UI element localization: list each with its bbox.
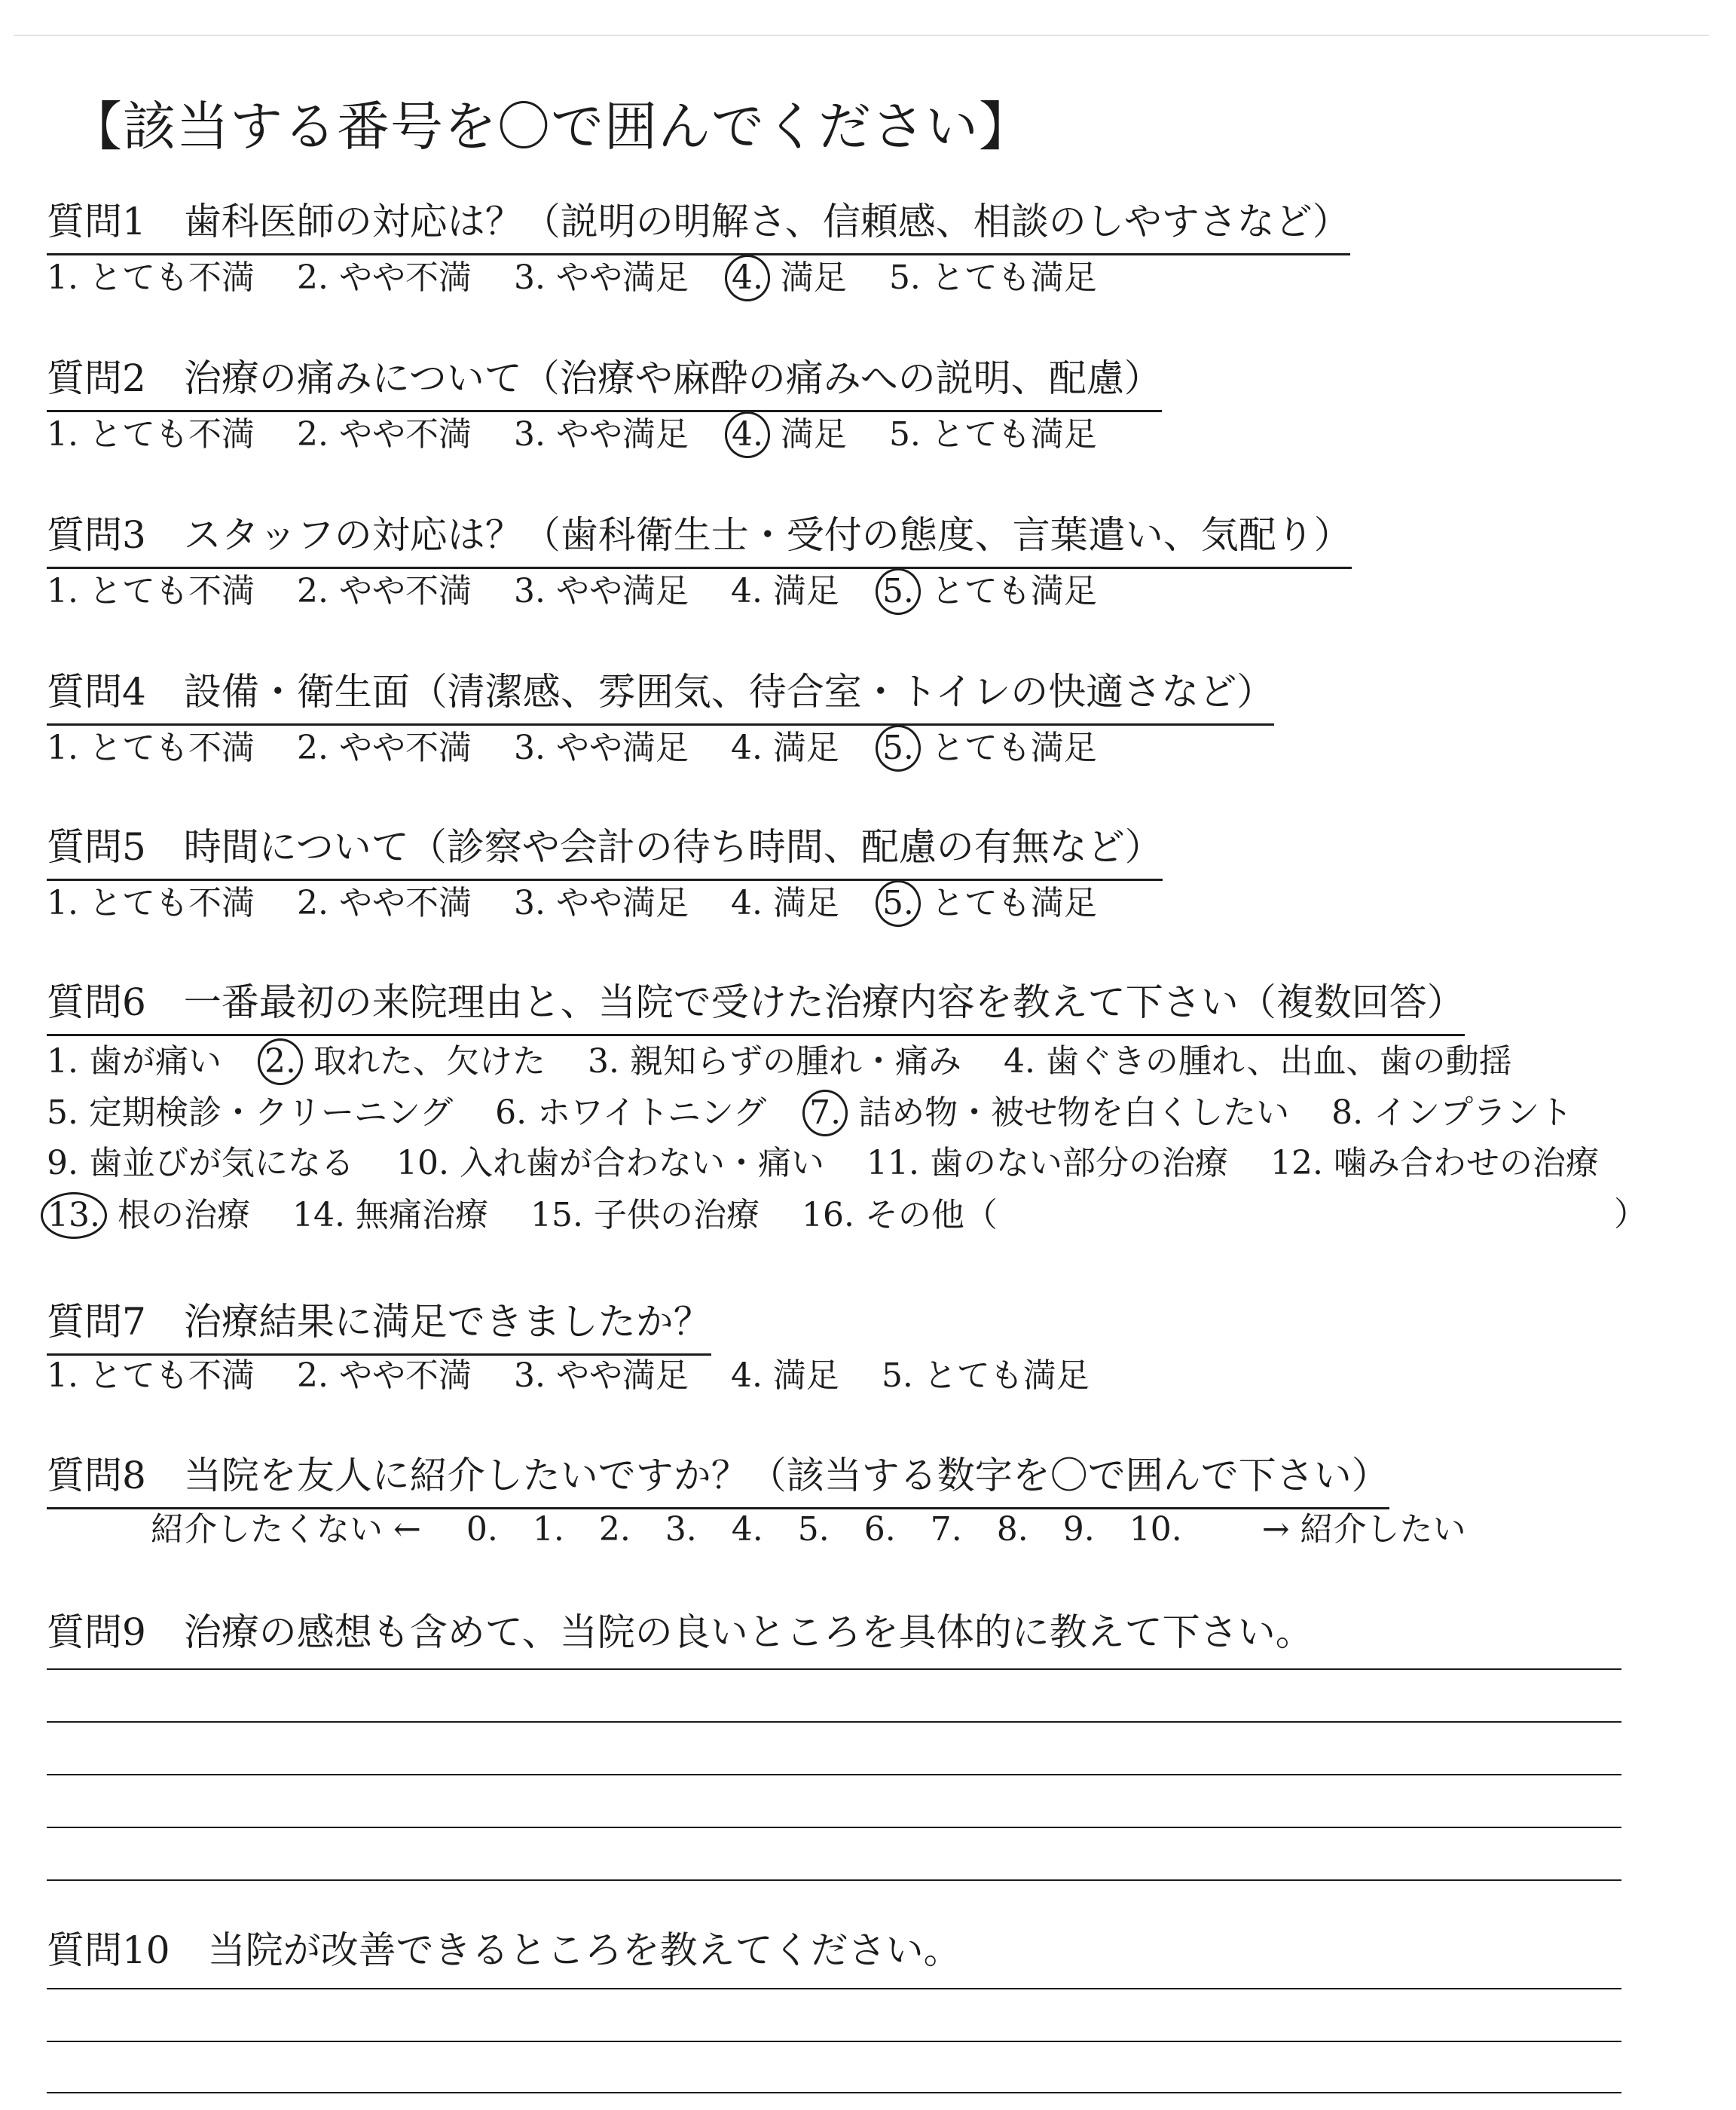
nps-value-3[interactable]: 3. [665, 1510, 697, 1549]
q5-option-3-number: 3. [513, 884, 546, 922]
q1-option-2-number: 2. [296, 258, 329, 297]
q3-option-4-text: 満足 [772, 572, 839, 610]
q7-option-2-number: 2. [296, 1356, 329, 1395]
question-4-label: 質問4 設備・衛生面（清潔感、雰囲気、待合室・トイレの快適さなど） [47, 665, 1274, 726]
nps-value-0[interactable]: 0. [466, 1510, 498, 1549]
q5-option-4-text: 満足 [772, 884, 839, 922]
q3-option-5-text: とても満足 [931, 572, 1097, 610]
q6-option-13-number: 13. [41, 1192, 107, 1239]
q6-option-1[interactable] [47, 1039, 222, 1084]
q1-option-1-number: 1. [47, 258, 78, 297]
question-7-options [47, 1353, 1132, 1399]
q5-option-1-text: とても不満 [88, 884, 255, 922]
q7-option-3[interactable] [514, 1353, 689, 1399]
q6-option-15[interactable] [530, 1193, 760, 1238]
q7-option-5-text: とても満足 [923, 1356, 1090, 1395]
q7-option-4-text: 満足 [772, 1356, 839, 1395]
q7-option-3-text: やや満足 [555, 1356, 689, 1395]
question-4-options [47, 725, 1139, 772]
q2-option-4-number: 4. [725, 411, 770, 458]
q4-option-1[interactable] [47, 726, 255, 771]
q6-option-6[interactable] [495, 1090, 766, 1136]
nps-value-6[interactable]: 6. [863, 1510, 896, 1549]
page-top-border [14, 35, 1709, 36]
nps-value-2[interactable]: 2. [598, 1510, 631, 1549]
q5-option-1-number: 1. [47, 884, 78, 922]
q4-option-2[interactable] [297, 726, 472, 771]
q1-option-4[interactable] [731, 255, 847, 301]
q5-option-2[interactable] [297, 881, 472, 926]
q2-option-3-text: やや満足 [555, 415, 689, 454]
question-8-label: 質問8 当院を友人に紹介したいですか？（該当する数字を〇で囲んで下さい） [47, 1448, 1389, 1509]
q6-option-10[interactable] [396, 1141, 824, 1186]
q1-option-4-number: 4. [725, 255, 770, 301]
q2-option-5-text: とても満足 [931, 415, 1097, 454]
question-3-options [47, 568, 1139, 615]
nps-value-8[interactable]: 8. [996, 1510, 1028, 1549]
q6-option-12-text: 噛み合わせの治療 [1333, 1144, 1599, 1182]
q6-option-11-text: 歯のない部分の治療 [929, 1144, 1228, 1182]
q6-option-6-number: 6. [495, 1093, 527, 1132]
question-3-label: 質問3 スタッフの対応は？（歯科衛生士・受付の態度、言葉遣い、気配り） [47, 508, 1352, 569]
nps-value-1[interactable]: 1. [532, 1510, 564, 1549]
q6-option-5[interactable] [47, 1090, 453, 1136]
question-10-label: 質問10 当院が改善できるところを教えてください。 [47, 1928, 961, 1972]
q3-option-1-text: とても不満 [88, 572, 255, 610]
q6-option-16[interactable] [802, 1193, 998, 1238]
q1-option-5[interactable] [889, 255, 1097, 301]
q6-option-7-text: 詰め物・被せ物を白くしたい [858, 1093, 1290, 1132]
nps-value-7[interactable]: 7. [930, 1510, 962, 1549]
q7-option-4-number: 4. [730, 1356, 763, 1395]
q3-option-1[interactable] [47, 569, 255, 614]
q2-option-1-number: 1. [47, 415, 78, 454]
q6-option-8[interactable] [1331, 1090, 1572, 1136]
q7-option-5[interactable] [882, 1353, 1090, 1399]
question-8-scale [151, 1507, 1501, 1552]
question-10-write-line-2[interactable] [47, 2041, 1621, 2042]
q1-option-4-text: 満足 [780, 258, 847, 297]
q1-option-3-number: 3. [513, 258, 546, 297]
question-2-label: 質問2 治療の痛みについて（治療や麻酔の痛みへの説明、配慮） [47, 351, 1162, 412]
q4-option-5-text: とても満足 [931, 729, 1097, 767]
q3-option-2-text: やや不満 [338, 572, 472, 610]
nps-value-9[interactable]: 9. [1062, 1510, 1095, 1549]
q4-option-4[interactable] [731, 726, 839, 771]
q2-option-2[interactable] [297, 412, 472, 457]
q6-option-7-number: 7. [802, 1090, 848, 1136]
q6-option-13[interactable] [47, 1192, 250, 1239]
q4-option-3-number: 3. [513, 729, 546, 767]
question-6-label: 質問6 一番最初の来院理由と、当院で受けた治療内容を教えて下さい（複数回答） [47, 975, 1465, 1036]
q5-option-2-number: 2. [296, 884, 329, 922]
question-1-options [47, 255, 1139, 301]
q5-option-5[interactable] [882, 880, 1097, 927]
q5-option-5-number: 5. [876, 880, 921, 927]
q5-option-4-number: 4. [730, 884, 763, 922]
question-6-row-4 [47, 1192, 1040, 1239]
q4-option-1-text: とても不満 [88, 729, 255, 767]
q6-option-5-text: 定期検診・クリーニング [88, 1093, 454, 1132]
question-9-write-line-3[interactable] [47, 1774, 1621, 1775]
q6-option-4-text: 歯ぐきの腫れ、出血、歯の動揺 [1045, 1042, 1512, 1081]
q7-option-1[interactable] [47, 1353, 255, 1399]
q6-option-1-text: 歯が痛い [88, 1042, 222, 1081]
q1-option-3-text: やや満足 [555, 258, 689, 297]
question-9-write-line-4[interactable] [47, 1827, 1621, 1828]
q3-option-2-number: 2. [296, 572, 329, 610]
q7-option-2-text: やや不満 [338, 1356, 472, 1395]
q4-option-1-number: 1. [47, 729, 78, 767]
q3-option-5[interactable] [882, 568, 1097, 615]
q6-option-2-number: 2. [258, 1038, 303, 1085]
q6-option-16-number: 16. [801, 1196, 854, 1234]
question-8-right-label: → 紹介したい [1261, 1510, 1466, 1549]
q5-option-4[interactable] [731, 881, 839, 926]
q3-option-2[interactable] [297, 569, 472, 614]
q4-option-4-number: 4. [730, 729, 763, 767]
question-1-label: 質問1 歯科医師の対応は？（説明の明解さ、信頼感、相談のしやすさなど） [47, 194, 1350, 255]
page-title: 【該当する番号を〇で囲んでください】 [69, 96, 1032, 157]
q2-option-1[interactable] [47, 412, 255, 457]
q7-option-5-number: 5. [881, 1356, 913, 1395]
q3-option-3[interactable] [514, 569, 689, 614]
q6-option-10-text: 入れ歯が合わない・痛い [459, 1144, 824, 1182]
question-7-label: 質問7 治療結果に満足できましたか？ [47, 1295, 711, 1356]
question-9-write-line-1[interactable] [47, 1668, 1621, 1670]
q4-option-3-text: やや満足 [555, 729, 689, 767]
q3-option-4-number: 4. [730, 572, 763, 610]
q3-option-3-number: 3. [513, 572, 546, 610]
q4-option-4-text: 満足 [772, 729, 839, 767]
q7-option-3-number: 3. [513, 1356, 546, 1395]
q3-option-4[interactable] [731, 569, 839, 614]
q1-option-5-text: とても満足 [931, 258, 1097, 297]
q4-option-5[interactable] [882, 725, 1097, 772]
q2-option-5[interactable] [889, 412, 1097, 457]
q6-option-10-number: 10. [396, 1144, 449, 1182]
q6-option-9-number: 9. [47, 1144, 78, 1182]
q2-option-3[interactable] [514, 412, 689, 457]
q6-option-15-text: 子供の治療 [593, 1196, 760, 1234]
q6-option-12-number: 12. [1270, 1144, 1323, 1182]
question-9-write-line-2[interactable] [47, 1721, 1621, 1723]
q6-option-14[interactable] [292, 1193, 488, 1238]
q2-option-1-text: とても不満 [88, 415, 255, 454]
q2-option-2-text: やや不満 [338, 415, 472, 454]
q6-option-14-number: 14. [292, 1196, 345, 1234]
q3-option-3-text: やや満足 [555, 572, 689, 610]
q6-option-14-text: 無痛治療 [355, 1196, 488, 1234]
q1-option-3[interactable] [514, 255, 689, 301]
q6-option-9[interactable] [47, 1141, 354, 1186]
q2-option-4-text: 満足 [780, 415, 847, 454]
nps-value-10[interactable]: 10. [1129, 1510, 1182, 1549]
q6-option-4[interactable] [1004, 1039, 1512, 1084]
q1-option-2[interactable] [297, 255, 472, 301]
q6-option-5-number: 5. [47, 1093, 78, 1132]
q7-option-4[interactable] [731, 1353, 839, 1399]
q5-option-5-text: とても満足 [931, 884, 1097, 922]
q5-option-3[interactable] [514, 881, 689, 926]
q3-option-1-number: 1. [47, 572, 78, 610]
q6-option-4-number: 4. [1003, 1042, 1035, 1081]
q7-option-2[interactable] [297, 1353, 472, 1399]
q6-option-3-number: 3. [587, 1042, 619, 1081]
question-9-write-line-5[interactable] [47, 1879, 1621, 1881]
q1-option-2-text: やや不満 [338, 258, 472, 297]
question-10-write-line-3[interactable] [47, 2092, 1621, 2093]
q5-option-3-text: やや満足 [555, 884, 689, 922]
q7-option-1-number: 1. [47, 1356, 78, 1395]
q6-option-1-number: 1. [47, 1042, 78, 1081]
q1-option-1-text: とても不満 [88, 258, 255, 297]
q7-option-1-text: とても不満 [88, 1356, 255, 1395]
q6-option-2-text: 取れた、欠けた [313, 1042, 546, 1081]
q6-option-6-text: ホワイトニング [537, 1093, 767, 1132]
q6-option-3-text: 親知らずの腫れ・痛み [629, 1042, 961, 1081]
question-6-other-close-paren: ） [1614, 1195, 1647, 1234]
q5-option-2-text: やや不満 [338, 884, 472, 922]
question-6-row-1 [47, 1038, 1554, 1085]
q6-option-11[interactable] [866, 1141, 1228, 1186]
q6-option-8-number: 8. [1331, 1093, 1364, 1132]
question-9-label: 質問9 治療の感想も含めて、当院の良いところを具体的に教えて下さい。 [47, 1610, 1313, 1654]
q6-option-3[interactable] [588, 1039, 961, 1084]
q6-option-11-number: 11. [866, 1144, 919, 1182]
q2-option-5-number: 5. [888, 415, 921, 454]
q3-option-5-number: 5. [876, 568, 921, 615]
q4-option-2-number: 2. [296, 729, 329, 767]
nps-value-5[interactable]: 5. [797, 1510, 830, 1549]
q2-option-4[interactable] [731, 411, 847, 458]
q6-option-13-text: 根の治療 [117, 1196, 250, 1234]
q2-option-2-number: 2. [296, 415, 329, 454]
q4-option-3[interactable] [514, 726, 689, 771]
question-6-row-3 [47, 1141, 1641, 1186]
q6-option-9-text: 歯並びが気になる [88, 1144, 354, 1182]
q4-option-5-number: 5. [876, 725, 921, 772]
q6-option-7[interactable] [808, 1090, 1289, 1136]
q1-option-5-number: 5. [888, 258, 921, 297]
q6-option-2[interactable] [264, 1038, 546, 1085]
question-8-scale-values [466, 1510, 1217, 1549]
q6-option-16-text: その他（ [864, 1196, 998, 1234]
q2-option-3-number: 3. [513, 415, 546, 454]
question-8-left-label: 紹介したくない ← [151, 1510, 421, 1549]
q5-option-1[interactable] [47, 881, 255, 926]
question-5-label: 質問5 時間について（診察や会計の待ち時間、配慮の有無など） [47, 820, 1163, 881]
nps-value-4[interactable]: 4. [731, 1510, 763, 1549]
q6-option-15-number: 15. [530, 1196, 583, 1234]
question-10-write-line-1[interactable] [47, 1988, 1621, 1989]
q6-option-8-text: インプラント [1374, 1093, 1573, 1132]
q1-option-1[interactable] [47, 255, 255, 301]
q4-option-2-text: やや不満 [338, 729, 472, 767]
question-6-row-2 [47, 1090, 1615, 1136]
question-2-options [47, 411, 1139, 458]
q6-option-12[interactable] [1270, 1141, 1599, 1186]
question-5-options [47, 880, 1139, 927]
